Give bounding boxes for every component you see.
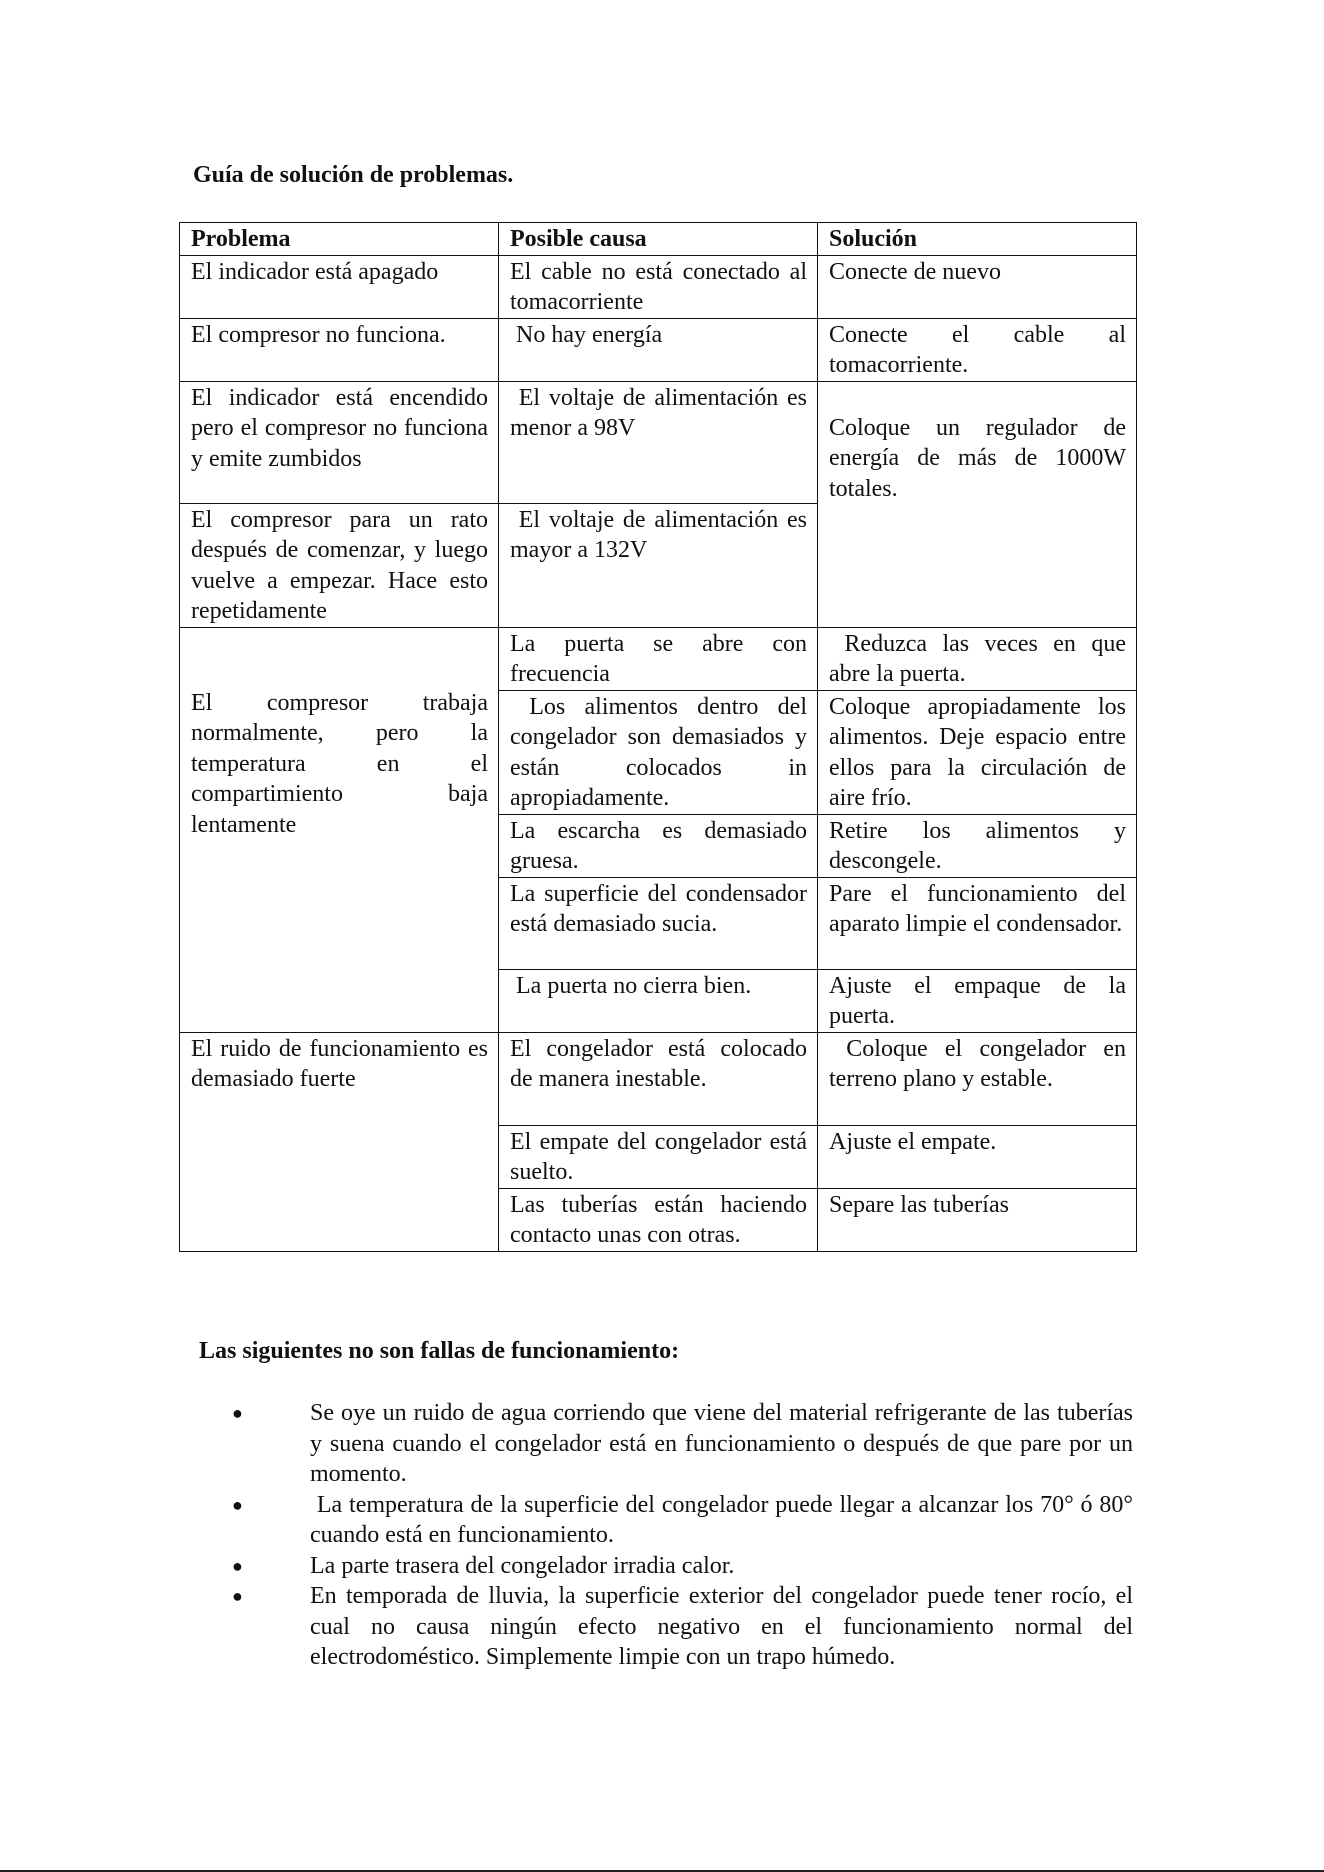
cause-cell: La escarcha es demasiado gruesa. (499, 814, 818, 877)
cause-cell: El empate del congelador está suelto. (499, 1125, 818, 1188)
note-text: La temperatura de la superficie del congelador puede llegar a alcanzar los 70° ó 80° cuando está en funcionamiento. (310, 1491, 1139, 1548)
solution-cell: Retire los alimentos y descongele. (818, 814, 1137, 877)
solution-cell: Ajuste el empate. (818, 1125, 1137, 1188)
bullet-icon: ● (232, 1555, 243, 1576)
table-row (180, 627, 1137, 690)
header-cause: Posible causa (499, 223, 818, 256)
bullet-icon: ● (232, 1586, 243, 1606)
solution-cell: Ajuste el empaque de la puerta. (818, 969, 1137, 1032)
bullet-icon: ● (232, 1403, 243, 1423)
solution-cell: Conecte el cable al tomacorriente. (818, 318, 1137, 381)
cause-cell: No hay energía (499, 318, 818, 381)
list-item (232, 1398, 1133, 1490)
page-title: Guía de solución de problemas. (193, 162, 514, 188)
note-text: La parte trasera del congelador irradia calor. (310, 1552, 735, 1579)
list-item (232, 1490, 1139, 1551)
solution-cell: Coloque un regulador de energía de más de 1000W totales. (818, 381, 1137, 627)
table-row (180, 381, 1137, 503)
note-text: En temporada de lluvia, la superficie exterior del congelador puede tener rocío, el cual no causa ningún efecto negativo en el funcionamiento normal del electrodoméstico. Simplemente limpie con un trapo húmedo. (310, 1583, 1133, 1670)
cause-cell: El voltaje de alimentación es mayor a 132V (499, 503, 818, 627)
cause-cell: El voltaje de alimentación es menor a 98V (499, 381, 818, 503)
problem-cell: El compresor no funciona. (180, 318, 499, 381)
note-text: Se oye un ruido de agua corriendo que viene del material refrigerante de las tuberías y suena cuando el congelador está en funcionamiento o después de que pare por un momento. (310, 1400, 1133, 1487)
cause-cell: La puerta se abre con frecuencia (499, 627, 818, 690)
header-solution: Solución (818, 223, 1137, 256)
cause-cell: Los alimentos dentro del congelador son demasiados y están colocados in apropiadamente. (499, 690, 818, 814)
table-row (180, 318, 1137, 381)
table-row (180, 255, 1137, 318)
problem-cell: El indicador está encendido pero el compresor no funciona y emite zumbidos (180, 381, 499, 503)
solution-cell: Coloque el congelador en terreno plano y estable. (818, 1032, 1137, 1125)
table-row (180, 1032, 1137, 1125)
notes-title: Las siguientes no son fallas de funcionamiento: (199, 1338, 680, 1364)
bullet-icon: ● (232, 1494, 243, 1515)
cause-cell: El congelador está colocado de manera inestable. (499, 1032, 818, 1125)
solution-cell: Separe las tuberías (818, 1188, 1137, 1251)
header-problem: Problema (180, 223, 499, 256)
problem-cell: El compresor trabaja normalmente, pero la temperatura en el compartimiento baja lentamente (180, 627, 499, 1032)
table-header-row (180, 223, 1137, 256)
problem-cell: El indicador está apagado (180, 255, 499, 318)
cause-cell: La superficie del condensador está demasiado sucia. (499, 877, 818, 969)
solution-cell: Coloque apropiadamente los alimentos. Deje espacio entre ellos para la circulación de aire frío. (818, 690, 1137, 814)
cause-cell: Las tuberías están haciendo contacto unas con otras. (499, 1188, 818, 1251)
solution-cell: Conecte de nuevo (818, 255, 1137, 318)
solution-cell: Reduzca las veces en que abre la puerta. (818, 627, 1137, 690)
cause-cell: La puerta no cierra bien. (499, 969, 818, 1032)
notes-list (232, 1398, 1139, 1673)
problem-cell: El compresor para un rato después de comenzar, y luego vuelve a empezar. Hace esto repetidamente (180, 503, 499, 627)
cause-cell: El cable no está conectado al tomacorriente (499, 255, 818, 318)
list-item (232, 1551, 1133, 1582)
problem-cell: El ruido de funcionamiento es demasiado fuerte (180, 1032, 499, 1251)
list-item (232, 1581, 1133, 1673)
solution-cell: Pare el funcionamiento del aparato limpie el condensador. (818, 877, 1137, 969)
troubleshooting-table (179, 222, 1137, 1252)
